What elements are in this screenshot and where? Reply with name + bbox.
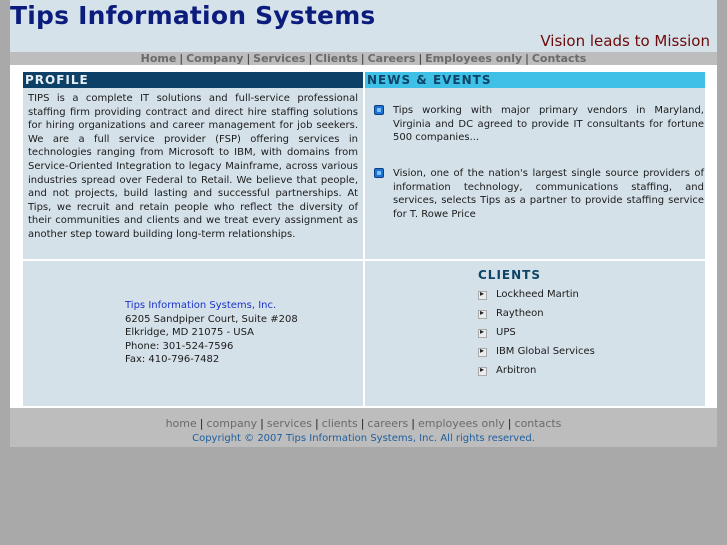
nav-employees-only[interactable]: Employees only: [425, 52, 523, 65]
site-logo[interactable]: Tips Information Systems: [10, 1, 376, 30]
news-bullet-icon: [374, 105, 384, 115]
address-phone: Phone: 301-524-7596: [125, 340, 234, 352]
arrow-bullet-icon: [478, 291, 487, 300]
client-label: UPS: [496, 327, 516, 338]
main-content: [10, 65, 717, 408]
nav-separator: |: [308, 52, 313, 65]
nav-company[interactable]: Company: [186, 52, 244, 65]
tagline: Vision leads to Mission: [540, 32, 710, 50]
arrow-bullet-icon: [478, 329, 487, 338]
news-header-bar: [365, 72, 705, 88]
footer-home[interactable]: home: [165, 417, 197, 430]
footer-separator: |: [411, 417, 415, 430]
profile-title: PROFILE: [25, 73, 89, 87]
news-item-text[interactable]: Vision, one of the nation's largest single source providers of information technology, communications staffing, and services, selects Tips as a partner to provide staffing service for T. Rowe Price: [393, 168, 704, 220]
news-title: NEWS & EVENTS: [367, 73, 492, 87]
footer-careers[interactable]: careers: [367, 417, 409, 430]
arrow-bullet-icon: [478, 310, 487, 319]
news-item-text[interactable]: Tips working with major primary vendors in Maryland, Virginia and DC agreed to provide IT consultants for fortune 500 companies...: [393, 105, 704, 144]
nav-services[interactable]: Services: [253, 52, 306, 65]
nav-separator: |: [246, 52, 251, 65]
profile-text: TIPS is a complete IT solutions and full-service professional staffing firm providing contract and direct hire staffing solutions for hiring organizations and career management for job seekers. We are a full service provider (FSP) offering services in technologies ranging from Microsoft to IBM, with domains from Service-Oriented Integration to legacy Mainframe, across various industries spread over Federal to Retail. We believe that people, and not projects, build lasting and successful partnerships. At Tips, we recruit and retain people who reflect the diversity of their communities and clients and we treat every assignment as another step toward building long-term relationships.: [28, 93, 358, 240]
client-label: Raytheon: [496, 308, 544, 319]
footer-separator: |: [260, 417, 264, 430]
address-city: Elkridge, MD 21075 - USA: [125, 327, 254, 339]
footer-company[interactable]: company: [206, 417, 258, 430]
address-company[interactable]: Tips Information Systems, Inc.: [125, 300, 277, 311]
nav-contacts[interactable]: Contacts: [531, 52, 587, 65]
footer-clients[interactable]: clients: [321, 417, 358, 430]
arrow-bullet-icon: [478, 367, 487, 376]
nav-clients[interactable]: Clients: [315, 52, 358, 65]
footer-separator: |: [199, 417, 204, 430]
header: [10, 0, 717, 52]
address-street: 6205 Sandpiper Court, Suite #208: [125, 313, 298, 325]
clients-panel: [365, 261, 705, 406]
copyright: Copyright © 2007 Tips Information Systems, Inc. All rights reserved.: [192, 433, 535, 444]
address-fax: Fax: 410-796-7482: [125, 354, 220, 366]
main-nav: [10, 52, 717, 65]
contact-address: [125, 299, 298, 367]
arrow-bullet-icon: [478, 348, 487, 357]
nav-careers[interactable]: Careers: [367, 52, 416, 65]
footer-separator: |: [360, 417, 365, 430]
profile-header-bar: [23, 72, 363, 88]
news-bullet-icon: [374, 168, 384, 178]
footer-nav: [10, 417, 717, 430]
footer-services[interactable]: services: [266, 417, 313, 430]
footer-separator: |: [507, 417, 512, 430]
footer-contacts[interactable]: contacts: [514, 417, 562, 430]
news-panel: [365, 72, 705, 259]
page-container: [10, 0, 717, 447]
nav-separator: |: [525, 52, 529, 65]
nav-separator: |: [418, 52, 423, 65]
footer-employees-only[interactable]: employees only: [418, 417, 505, 430]
nav-home[interactable]: Home: [140, 52, 177, 65]
client-label: Lockheed Martin: [496, 289, 579, 300]
footer-separator: |: [315, 417, 319, 430]
client-label: Arbitron: [496, 365, 537, 376]
client-label: IBM Global Services: [496, 346, 595, 357]
clients-title: CLIENTS: [478, 268, 541, 282]
nav-separator: |: [360, 52, 365, 65]
nav-separator: |: [179, 52, 184, 65]
